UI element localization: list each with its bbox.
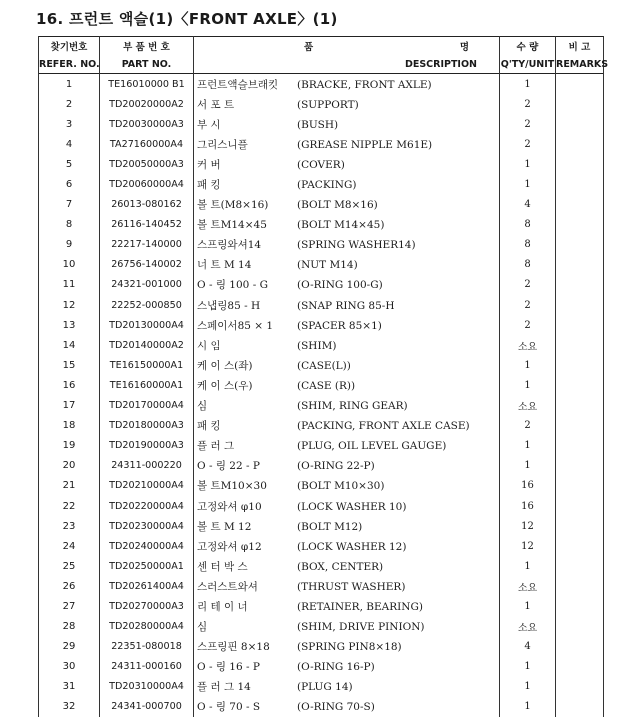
- description-cell: [194, 496, 500, 516]
- table-row: [39, 476, 604, 496]
- table-row: [39, 576, 604, 596]
- part-number: 24341-000700: [100, 697, 194, 717]
- quantity: 1: [500, 436, 556, 456]
- part-number: TA27160000A4: [100, 134, 194, 154]
- description-kr: 프런트액슬브래킷: [197, 77, 297, 92]
- part-number: 24311-000220: [100, 456, 194, 476]
- part-number: TE16160000A1: [100, 375, 194, 395]
- quantity: 2: [500, 315, 556, 335]
- ref-number: 19: [39, 436, 100, 456]
- description-cell: [194, 154, 500, 174]
- remarks: [556, 637, 604, 657]
- ref-number: 21: [39, 476, 100, 496]
- remarks: [556, 174, 604, 194]
- part-number: TD20050000A3: [100, 154, 194, 174]
- description-cell: [194, 416, 500, 436]
- description-en: (PLUG, OIL LEVEL GAUGE): [297, 440, 446, 452]
- description-cell: [194, 657, 500, 677]
- description-kr: 리 테 이 너: [197, 599, 297, 614]
- desc-header-kr: [194, 37, 500, 56]
- description-cell: [194, 74, 500, 95]
- ref-number: 11: [39, 275, 100, 295]
- quantity: 2: [500, 416, 556, 436]
- ref-number: 5: [39, 154, 100, 174]
- description-kr: 스프링와셔14: [197, 237, 297, 252]
- ref-number: 6: [39, 174, 100, 194]
- quantity: 소요: [500, 617, 556, 637]
- quantity: 8: [500, 235, 556, 255]
- table-row: [39, 416, 604, 436]
- ref-number: 10: [39, 255, 100, 275]
- remarks: [556, 697, 604, 717]
- quantity: 1: [500, 154, 556, 174]
- remarks: [556, 396, 604, 416]
- description-kr: 센 터 박 스: [197, 559, 297, 574]
- part-number: TD20020000A2: [100, 94, 194, 114]
- ref-number: 26: [39, 576, 100, 596]
- description-en: (BOX, CENTER): [297, 561, 383, 573]
- quantity: 12: [500, 516, 556, 536]
- description-en: (O-RING 22-P): [297, 460, 375, 472]
- part-number: TD20220000A4: [100, 496, 194, 516]
- description-en: (SHIM, RING GEAR): [297, 400, 408, 412]
- remarks: [556, 375, 604, 395]
- quantity: 4: [500, 637, 556, 657]
- remarks: [556, 677, 604, 697]
- description-en: (RETAINER, BEARING): [297, 601, 423, 613]
- ref-number: 2: [39, 94, 100, 114]
- description-kr: 너 트 M 14: [197, 257, 297, 272]
- quantity: 8: [500, 255, 556, 275]
- description-en: (PACKING, FRONT AXLE CASE): [297, 420, 470, 432]
- table-header: [39, 37, 604, 74]
- table-row: [39, 255, 604, 275]
- description-cell: [194, 315, 500, 335]
- description-en: (THRUST WASHER): [297, 581, 405, 593]
- description-cell: [194, 375, 500, 395]
- ref-number: 24: [39, 536, 100, 556]
- description-cell: [194, 335, 500, 355]
- part-number: 26013-080162: [100, 195, 194, 215]
- description-kr: 스러스트와셔: [197, 579, 297, 594]
- quantity: 16: [500, 476, 556, 496]
- description-cell: [194, 436, 500, 456]
- page-title: 16. 프런트 액슬(1)〈FRONT AXLE〉(1): [36, 8, 338, 29]
- ref-number: 12: [39, 295, 100, 315]
- table-row: [39, 154, 604, 174]
- remarks-header-en: REMARKS: [556, 55, 604, 74]
- description-kr: 스페이서85 × 1: [197, 318, 297, 333]
- description-cell: [194, 94, 500, 114]
- description-kr: O - 링 16 - P: [197, 659, 297, 674]
- ref-number: 15: [39, 355, 100, 375]
- remarks: [556, 335, 604, 355]
- description-kr: 패 킹: [197, 177, 297, 192]
- desc-header-en-label: DESCRIPTION: [194, 59, 499, 70]
- remarks: [556, 355, 604, 375]
- part-number: TD20270000A3: [100, 596, 194, 616]
- remarks: [556, 476, 604, 496]
- part-number: 22252-000850: [100, 295, 194, 315]
- ref-number: 32: [39, 697, 100, 717]
- ref-number: 17: [39, 396, 100, 416]
- table-row: [39, 637, 604, 657]
- table-row: [39, 134, 604, 154]
- table-row: [39, 215, 604, 235]
- ref-number: 13: [39, 315, 100, 335]
- quantity: 16: [500, 496, 556, 516]
- description-kr: O - 링 70 - S: [197, 699, 297, 714]
- part-header-en: PART NO.: [100, 55, 194, 74]
- remarks: [556, 556, 604, 576]
- description-cell: [194, 275, 500, 295]
- remarks: [556, 154, 604, 174]
- ref-number: 20: [39, 456, 100, 476]
- remarks: [556, 195, 604, 215]
- description-en: (LOCK WASHER 10): [297, 501, 406, 513]
- part-number: TD20190000A3: [100, 436, 194, 456]
- quantity: 1: [500, 355, 556, 375]
- description-en: (SHIM): [297, 340, 336, 352]
- table-row: [39, 617, 604, 637]
- description-en: (BOLT M10×30): [297, 480, 384, 492]
- desc-header-en: [194, 55, 500, 74]
- ref-header-en: REFER. NO.: [39, 55, 100, 74]
- part-number: TD20060000A4: [100, 174, 194, 194]
- remarks: [556, 295, 604, 315]
- desc-header-kr-right: 명: [460, 39, 469, 53]
- table-row: [39, 496, 604, 516]
- remarks: [556, 235, 604, 255]
- table-row: [39, 536, 604, 556]
- table-row: [39, 596, 604, 616]
- ref-number: 14: [39, 335, 100, 355]
- description-cell: [194, 134, 500, 154]
- table-row: [39, 556, 604, 576]
- remarks: [556, 94, 604, 114]
- table-row: [39, 396, 604, 416]
- part-number: 26116-140452: [100, 215, 194, 235]
- description-cell: [194, 617, 500, 637]
- description-kr: 서 포 트: [197, 97, 297, 112]
- table-row: [39, 355, 604, 375]
- description-kr: 케 이 스(좌): [197, 358, 297, 373]
- ref-number: 22: [39, 496, 100, 516]
- part-number: 24321-001000: [100, 275, 194, 295]
- remarks: [556, 596, 604, 616]
- description-en: (BOLT M12): [297, 521, 362, 533]
- description-kr: 패 킹: [197, 418, 297, 433]
- qty-header-kr: 수 량: [500, 37, 556, 56]
- description-cell: [194, 114, 500, 134]
- table-row: [39, 697, 604, 717]
- quantity: 소요: [500, 396, 556, 416]
- part-number: 24311-000160: [100, 657, 194, 677]
- table-row: [39, 94, 604, 114]
- description-cell: [194, 476, 500, 496]
- part-number: TE16150000A1: [100, 355, 194, 375]
- description-kr: 볼 트M14×45: [197, 217, 297, 232]
- table-row: [39, 275, 604, 295]
- description-kr: 볼 트(M8×16): [197, 197, 297, 212]
- ref-number: 4: [39, 134, 100, 154]
- description-en: (COVER): [297, 159, 345, 171]
- remarks: [556, 315, 604, 335]
- part-number: TD20250000A1: [100, 556, 194, 576]
- remarks: [556, 536, 604, 556]
- description-kr: 스프링핀 8×18: [197, 639, 297, 654]
- description-cell: [194, 396, 500, 416]
- quantity: 소요: [500, 335, 556, 355]
- description-en: (PACKING): [297, 179, 356, 191]
- ref-number: 18: [39, 416, 100, 436]
- ref-number: 30: [39, 657, 100, 677]
- description-en: (BOLT M8×16): [297, 199, 378, 211]
- remarks: [556, 436, 604, 456]
- table-row: [39, 677, 604, 697]
- remarks: [556, 74, 604, 95]
- description-en: (SPRING PIN8×18): [297, 641, 402, 653]
- quantity: 2: [500, 134, 556, 154]
- description-en: (BOLT M14×45): [297, 219, 384, 231]
- remarks: [556, 456, 604, 476]
- ref-number: 3: [39, 114, 100, 134]
- part-number: TD20030000A3: [100, 114, 194, 134]
- ref-number: 23: [39, 516, 100, 536]
- quantity: 1: [500, 375, 556, 395]
- part-number: TD20130000A4: [100, 315, 194, 335]
- remarks: [556, 416, 604, 436]
- ref-number: 29: [39, 637, 100, 657]
- description-en: (LOCK WASHER 12): [297, 541, 406, 553]
- remarks: [556, 255, 604, 275]
- part-number: TE16010000 B1: [100, 74, 194, 95]
- desc-header-kr-left: 품: [304, 39, 313, 53]
- quantity: 소요: [500, 576, 556, 596]
- part-number: 22217-140000: [100, 235, 194, 255]
- part-header-kr: 부 품 번 호: [100, 37, 194, 56]
- description-cell: [194, 677, 500, 697]
- quantity: 2: [500, 94, 556, 114]
- part-number: TD20240000A4: [100, 536, 194, 556]
- remarks: [556, 114, 604, 134]
- description-en: (CASE (R)): [297, 380, 355, 392]
- description-kr: 플 러 그 14: [197, 679, 297, 694]
- part-number: TD20310000A4: [100, 677, 194, 697]
- description-en: (O-RING 100-G): [297, 279, 383, 291]
- ref-header-kr: 찾기번호: [39, 37, 100, 56]
- description-kr: 심: [197, 398, 297, 413]
- table-row: [39, 315, 604, 335]
- remarks: [556, 576, 604, 596]
- ref-number: 25: [39, 556, 100, 576]
- description-en: (CASE(L)): [297, 360, 351, 372]
- description-en: (GREASE NIPPLE M61E): [297, 139, 432, 151]
- description-en: (PLUG 14): [297, 681, 353, 693]
- description-en: (SPACER 85×1): [297, 320, 382, 332]
- ref-number: 16: [39, 375, 100, 395]
- description-kr: 플 러 그: [197, 438, 297, 453]
- description-cell: [194, 195, 500, 215]
- description-cell: [194, 255, 500, 275]
- ref-number: 9: [39, 235, 100, 255]
- quantity: 2: [500, 295, 556, 315]
- description-kr: 시 임: [197, 338, 297, 353]
- description-kr: 고정와셔 φ12: [197, 539, 297, 554]
- description-en: (O-RING 70-S): [297, 701, 375, 713]
- description-cell: [194, 697, 500, 717]
- table-body: [39, 74, 604, 717]
- description-kr: 고정와셔 φ10: [197, 499, 297, 514]
- table-row: [39, 335, 604, 355]
- table-row: [39, 456, 604, 476]
- quantity: 12: [500, 536, 556, 556]
- part-number: TD20230000A4: [100, 516, 194, 536]
- description-en: (O-RING 16-P): [297, 661, 375, 673]
- description-kr: O - 링 100 - G: [197, 277, 297, 292]
- remarks: [556, 275, 604, 295]
- quantity: 2: [500, 275, 556, 295]
- table-row: [39, 235, 604, 255]
- qty-header-en: Q'TY/UNIT: [500, 55, 556, 74]
- description-kr: 스냅링85 - H: [197, 298, 297, 313]
- table-row: [39, 436, 604, 456]
- quantity: 2: [500, 114, 556, 134]
- ref-number: 27: [39, 596, 100, 616]
- description-kr: O - 링 22 - P: [197, 458, 297, 473]
- description-cell: [194, 516, 500, 536]
- description-cell: [194, 295, 500, 315]
- table-row: [39, 74, 604, 95]
- remarks: [556, 617, 604, 637]
- parts-table: [38, 36, 604, 717]
- description-kr: 심: [197, 619, 297, 634]
- remarks-header-kr: 비 고: [556, 37, 604, 56]
- ref-number: 28: [39, 617, 100, 637]
- table-row: [39, 195, 604, 215]
- ref-number: 8: [39, 215, 100, 235]
- remarks: [556, 496, 604, 516]
- part-number: TD20261400A4: [100, 576, 194, 596]
- ref-number: 7: [39, 195, 100, 215]
- ref-number: 1: [39, 74, 100, 95]
- ref-number: 31: [39, 677, 100, 697]
- part-number: 22351-080018: [100, 637, 194, 657]
- quantity: 1: [500, 677, 556, 697]
- description-cell: [194, 536, 500, 556]
- table-row: [39, 114, 604, 134]
- table-row: [39, 516, 604, 536]
- remarks: [556, 516, 604, 536]
- part-number: TD20180000A3: [100, 416, 194, 436]
- description-en: (SNAP RING 85-H: [297, 300, 395, 312]
- description-en: (SHIM, DRIVE PINION): [297, 621, 425, 633]
- description-en: (NUT M14): [297, 259, 358, 271]
- quantity: 4: [500, 195, 556, 215]
- quantity: 1: [500, 556, 556, 576]
- quantity: 8: [500, 215, 556, 235]
- description-cell: [194, 576, 500, 596]
- description-cell: [194, 215, 500, 235]
- part-number: TD20170000A4: [100, 396, 194, 416]
- table-row: [39, 375, 604, 395]
- remarks: [556, 134, 604, 154]
- description-kr: 볼 트M10×30: [197, 478, 297, 493]
- part-number: TD20280000A4: [100, 617, 194, 637]
- description-kr: 케 이 스(우): [197, 378, 297, 393]
- description-kr: 그리스니플: [197, 137, 297, 152]
- part-number: 26756-140002: [100, 255, 194, 275]
- table-row: [39, 657, 604, 677]
- description-cell: [194, 235, 500, 255]
- description-en: (SUPPORT): [297, 99, 359, 111]
- part-number: TD20140000A2: [100, 335, 194, 355]
- description-cell: [194, 596, 500, 616]
- description-kr: 커 버: [197, 157, 297, 172]
- quantity: 1: [500, 174, 556, 194]
- quantity: 1: [500, 657, 556, 677]
- description-en: (SPRING WASHER14): [297, 239, 416, 251]
- table-row: [39, 295, 604, 315]
- quantity: 1: [500, 74, 556, 95]
- description-cell: [194, 556, 500, 576]
- description-cell: [194, 174, 500, 194]
- description-en: (BUSH): [297, 119, 338, 131]
- table-row: [39, 174, 604, 194]
- remarks: [556, 215, 604, 235]
- description-cell: [194, 355, 500, 375]
- quantity: 1: [500, 697, 556, 717]
- part-number: TD20210000A4: [100, 476, 194, 496]
- description-en: (BRACKE, FRONT AXLE): [297, 79, 432, 91]
- description-cell: [194, 456, 500, 476]
- description-kr: 부 시: [197, 117, 297, 132]
- quantity: 1: [500, 596, 556, 616]
- quantity: 1: [500, 456, 556, 476]
- remarks: [556, 657, 604, 677]
- description-cell: [194, 637, 500, 657]
- description-kr: 볼 트 M 12: [197, 519, 297, 534]
